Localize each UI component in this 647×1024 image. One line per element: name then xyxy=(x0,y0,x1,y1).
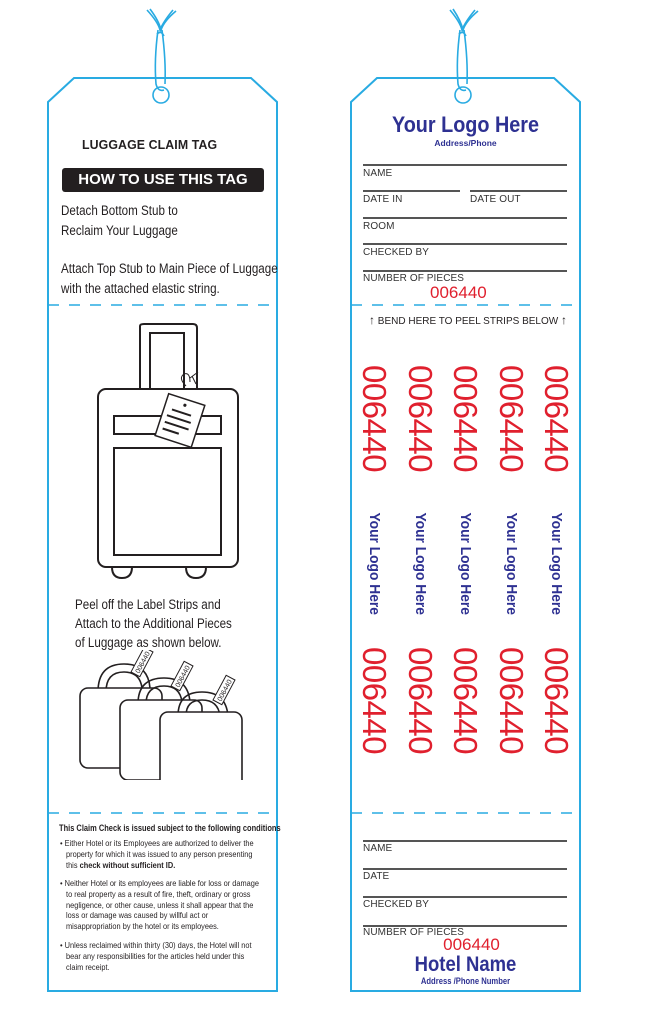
bag-label-1 xyxy=(131,650,153,677)
up-arrow-icon: ↑ xyxy=(369,313,375,327)
name-label: NAME xyxy=(363,168,393,179)
bend-instruction: ↑ BEND HERE TO PEEL STRIPS BELOW ↑ xyxy=(369,313,567,327)
stub-name-field-line[interactable] xyxy=(363,840,567,842)
strip-4-serial-top: 006440 xyxy=(493,365,530,473)
strip-3-serial-top: 006440 xyxy=(447,365,484,473)
svg-text:006440: 006440 xyxy=(216,678,234,703)
strip-2-logo: Your Logo Here xyxy=(412,512,429,615)
suitcase-with-tag-icon xyxy=(90,320,250,585)
strip-5-serial-top: 006440 xyxy=(538,365,575,473)
checked-by-field-line[interactable] xyxy=(363,243,567,245)
detach-instruction-line-2: Reclaim Your Luggage xyxy=(61,223,178,238)
right-elastic-string-icon xyxy=(450,9,478,103)
name-field-line[interactable] xyxy=(363,164,567,166)
strip-3-logo: Your Logo Here xyxy=(457,512,474,615)
strip-4-serial-bottom: 006440 xyxy=(493,647,530,755)
strip-2-serial-top: 006440 xyxy=(402,365,439,473)
room-field-line[interactable] xyxy=(363,217,567,219)
checked-by-label: CHECKED BY xyxy=(363,247,430,258)
top-serial-number: 006440 xyxy=(430,283,487,302)
condition-bullet-1: • Either Hotel or its Employees are authorized to deliver the property for which it was issued to any person presenting this check without sufficient ID. xyxy=(60,838,254,870)
condition-bullet-2: • Neither Hotel or its employees are liable for loss or damage to real property as a result of fire, theft, ordinary or gross negligence, or other cause, unless it shall appear that the loss or damage was caused by willful act or misappropriation by the hotel or its employees. xyxy=(60,878,259,932)
pieces-field-line[interactable] xyxy=(363,270,567,272)
stub-checked-by-field-line[interactable] xyxy=(363,896,567,898)
svg-text:006440: 006440 xyxy=(174,664,192,689)
stub-pieces-label: NUMBER OF PIECES xyxy=(363,927,465,938)
peel-instruction-line-2: Attach to the Additional Pieces xyxy=(75,616,232,631)
date-in-field-line[interactable] xyxy=(363,190,460,192)
left-tag-title: LUGGAGE CLAIM TAG xyxy=(82,137,218,152)
top-logo: Your Logo Here xyxy=(391,112,540,137)
attach-instruction-line-2: with the attached elastic string. xyxy=(61,281,220,296)
stub-checked-by-label: CHECKED BY xyxy=(363,899,430,910)
strip-1-logo: Your Logo Here xyxy=(366,512,383,615)
how-to-use-bar: HOW TO USE THIS TAG xyxy=(62,168,264,192)
condition-bullet-3: • Unless reclaimed within thirty (30) days, the Hotel will not bear any responsibilities for the articles held under this claim receipt. xyxy=(60,940,252,972)
attach-instruction-line-1: Attach Top Stub to Main Piece of Luggage xyxy=(61,261,278,276)
stub-serial-number: 006440 xyxy=(443,935,500,954)
up-arrow-icon: ↑ xyxy=(560,313,567,327)
room-label: ROOM xyxy=(363,221,395,232)
bag-label-2 xyxy=(171,661,193,690)
top-address: Address/Phone xyxy=(434,138,497,148)
pieces-label: NUMBER OF PIECES xyxy=(363,273,465,284)
svg-text:006440: 006440 xyxy=(134,650,152,675)
date-out-field-line[interactable] xyxy=(470,190,567,192)
strip-1-serial-bottom: 006440 xyxy=(356,647,393,755)
peel-instruction-line-3: of Luggage as shown below. xyxy=(75,635,222,650)
stub-date-field-line[interactable] xyxy=(363,868,567,870)
left-elastic-string-icon xyxy=(147,9,176,103)
stub-date-label: DATE xyxy=(363,871,390,882)
strip-5-serial-bottom: 006440 xyxy=(538,647,575,755)
peel-instruction-line-1: Peel off the Label Strips and xyxy=(75,597,221,612)
detach-instruction-line-1: Detach Bottom Stub to xyxy=(61,203,178,218)
date-in-label: DATE IN xyxy=(363,194,403,205)
hotel-name: Hotel Name xyxy=(414,953,517,976)
strip-4-logo: Your Logo Here xyxy=(503,512,520,615)
stub-name-label: NAME xyxy=(363,843,393,854)
three-bags-with-labels-icon xyxy=(76,650,256,780)
conditions-heading: This Claim Check is issued subject to the following conditions xyxy=(59,823,281,833)
strip-3-serial-bottom: 006440 xyxy=(447,647,484,755)
strip-2-serial-bottom: 006440 xyxy=(402,647,439,755)
strip-5-logo: Your Logo Here xyxy=(548,512,565,615)
bag-label-3 xyxy=(213,675,235,704)
strip-1-serial-top: 006440 xyxy=(356,365,393,473)
hotel-address: Address /Phone Number xyxy=(420,976,511,986)
date-out-label: DATE OUT xyxy=(470,194,521,205)
hang-tag-icon xyxy=(155,394,205,448)
